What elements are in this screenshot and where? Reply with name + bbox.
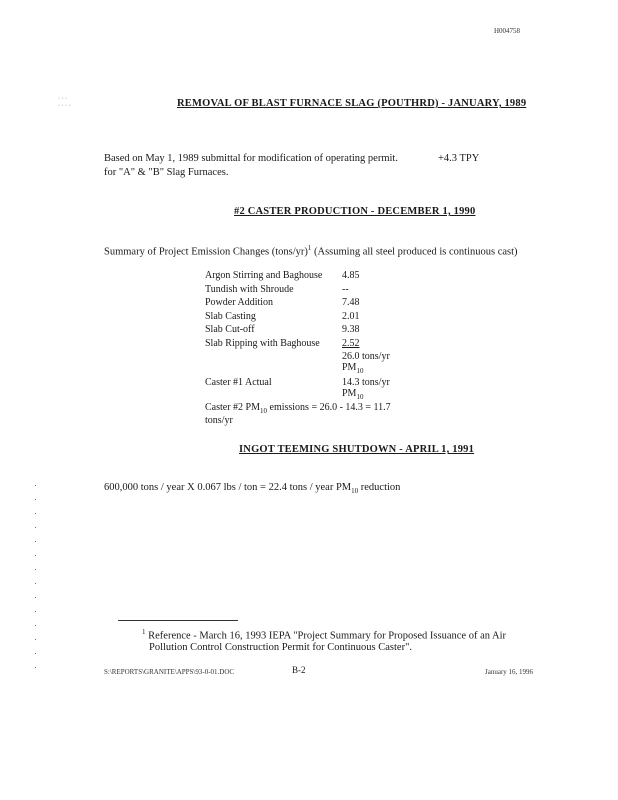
margin-marks bbox=[58, 96, 71, 110]
intro-line-1: Based on May 1, 1989 submittal for modification of operating permit. bbox=[104, 153, 398, 164]
footnote-text-1: Reference - March 16, 1993 IEPA "Project Summary for Proposed Issuance of an Air bbox=[148, 630, 507, 642]
table-row bbox=[205, 311, 405, 325]
footnote-line-1 bbox=[142, 628, 506, 642]
footnote-rule bbox=[118, 620, 238, 621]
summary-note: (Assuming all steel produced is continuous cast) bbox=[313, 246, 518, 258]
table-row bbox=[205, 338, 405, 352]
emission-table bbox=[205, 270, 405, 426]
footnote-ref: 1 bbox=[307, 244, 312, 252]
row-value: 4.85 bbox=[342, 270, 360, 281]
footer-page-number: B-2 bbox=[292, 665, 306, 675]
row-value: -- bbox=[342, 283, 349, 295]
table-row bbox=[205, 284, 405, 298]
calc-suffix: reduction bbox=[358, 482, 401, 493]
footer-path: S:\REPORTS\GRANITE\APPS\93-0-01.DOC bbox=[104, 668, 235, 676]
row-label: Slab Cut-off bbox=[205, 324, 255, 335]
row-label: Slab Casting bbox=[205, 310, 256, 322]
total-value bbox=[342, 351, 405, 375]
row-label: Tundish with Shroude bbox=[205, 283, 294, 295]
calc-text: 600,000 tons / year X 0.067 lbs / ton = 22.4 tons / year PM bbox=[104, 482, 352, 493]
row-label: Slab Ripping with Baghouse bbox=[205, 337, 320, 349]
footnote-line-2: Pollution Control Construction Permit for Continuous Caster". bbox=[149, 642, 412, 653]
margin-dots bbox=[35, 485, 37, 681]
increase-prefix: Caster #2 PM bbox=[205, 402, 260, 413]
total-text: 26.0 tons/yr PM bbox=[342, 351, 390, 373]
row-value: 2.01 bbox=[342, 310, 360, 322]
summary-text: Summary of Project Emission Changes (tons/yr) bbox=[104, 246, 308, 258]
footnote-number: 1 bbox=[142, 628, 146, 636]
caster1-sub: 10 bbox=[356, 392, 364, 401]
caster1-value bbox=[342, 377, 405, 401]
increase-suffix: emissions = 26.0 - 14.3 = 11.7 tons/yr bbox=[205, 402, 391, 426]
increase-sub: 10 bbox=[260, 407, 267, 415]
table-total-row bbox=[205, 351, 405, 375]
intro-value: +4.3 TPY bbox=[438, 153, 480, 164]
caster1-text: 14.3 tons/yr PM bbox=[342, 376, 390, 399]
total-sub: 10 bbox=[356, 367, 364, 375]
row-value: 9.38 bbox=[342, 324, 360, 335]
row-value: 7.48 bbox=[342, 297, 360, 308]
caster1-row bbox=[205, 376, 405, 401]
caster1-label: Caster #1 Actual bbox=[205, 376, 272, 388]
intro-line-2: for "A" & "B" Slag Furnaces. bbox=[104, 167, 229, 178]
page-title: REMOVAL OF BLAST FURNACE SLAG (POUTHRD) - JANUARY, 1989 bbox=[177, 98, 527, 109]
calc-sub: 10 bbox=[351, 487, 359, 496]
footer-date: January 16, 1996 bbox=[485, 668, 534, 676]
table-row bbox=[205, 297, 405, 311]
margin-mark: · · · · bbox=[58, 103, 71, 109]
document-number: H004758 bbox=[493, 27, 520, 35]
row-label: Powder Addition bbox=[205, 297, 274, 308]
ingot-calculation bbox=[104, 482, 400, 495]
section-title-caster: #2 CASTER PRODUCTION - DECEMBER 1, 1990 bbox=[234, 206, 476, 217]
margin-mark: · · · bbox=[58, 96, 67, 102]
row-label: Argon Stirring and Baghouse bbox=[205, 270, 323, 281]
section-title-ingot: INGOT TEEMING SHUTDOWN - APRIL 1, 1991 bbox=[239, 444, 475, 455]
increase-text bbox=[205, 402, 405, 426]
row-value: 2.52 bbox=[342, 337, 360, 349]
emission-summary-line bbox=[104, 244, 518, 258]
increase-row bbox=[205, 402, 405, 426]
table-row bbox=[205, 324, 405, 338]
table-row bbox=[205, 270, 405, 284]
